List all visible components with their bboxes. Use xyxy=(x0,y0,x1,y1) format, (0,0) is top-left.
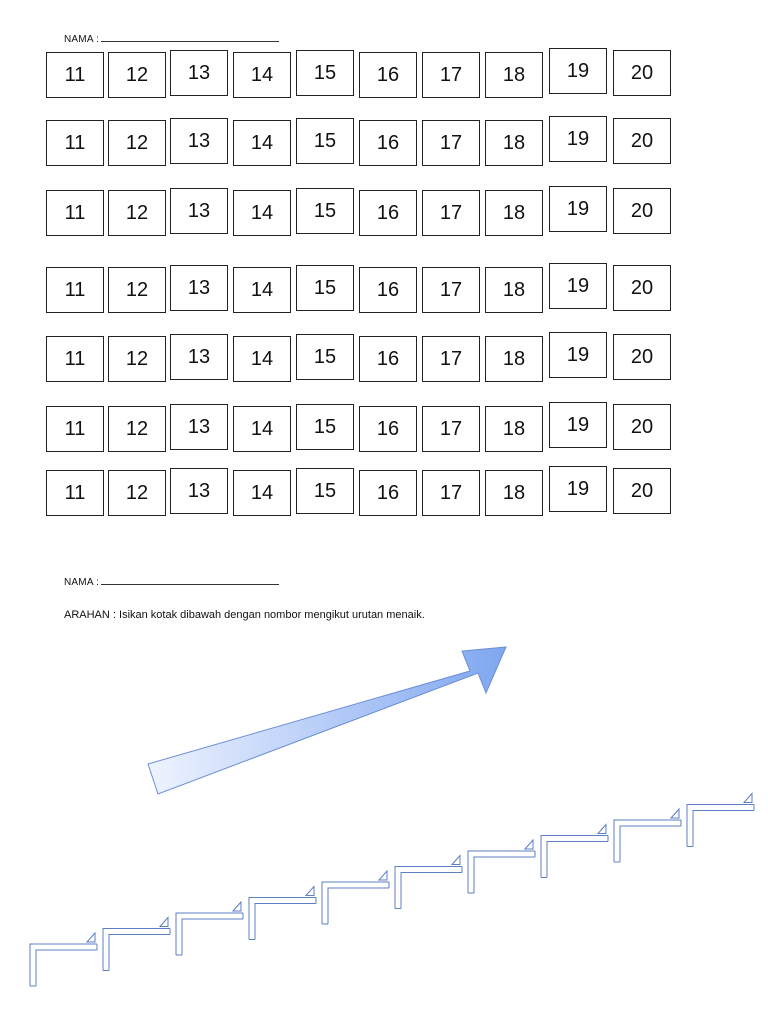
number-box[interactable]: 20 xyxy=(613,118,671,164)
number-box[interactable]: 14 xyxy=(233,336,291,382)
number-box[interactable]: 20 xyxy=(613,334,671,380)
number-box[interactable]: 19 xyxy=(549,116,607,162)
number-box[interactable]: 11 xyxy=(46,336,104,382)
number-box[interactable]: 19 xyxy=(549,466,607,512)
number-box[interactable]: 19 xyxy=(549,263,607,309)
name-label: NAMA : xyxy=(64,577,100,588)
corner-triangle-icon xyxy=(87,933,95,942)
number-box[interactable]: 12 xyxy=(108,336,166,382)
name-field-bottom[interactable] xyxy=(64,575,279,588)
stair-step[interactable] xyxy=(30,933,97,986)
number-box[interactable]: 17 xyxy=(422,52,480,98)
number-box[interactable]: 14 xyxy=(233,190,291,236)
number-box[interactable]: 12 xyxy=(108,52,166,98)
number-box[interactable]: 15 xyxy=(296,468,354,514)
number-box[interactable]: 11 xyxy=(46,406,104,452)
number-box[interactable]: 17 xyxy=(422,267,480,313)
number-box[interactable]: 18 xyxy=(485,120,543,166)
number-box[interactable]: 14 xyxy=(233,52,291,98)
number-box[interactable]: 11 xyxy=(46,470,104,516)
instruction-text: ARAHAN : Isikan kotak dibawah dengan nombor mengikut urutan menaik. xyxy=(64,609,425,621)
number-box[interactable]: 20 xyxy=(613,404,671,450)
number-box[interactable]: 12 xyxy=(108,406,166,452)
number-box[interactable]: 19 xyxy=(549,186,607,232)
number-box[interactable]: 17 xyxy=(422,406,480,452)
corner-triangle-icon xyxy=(306,887,314,896)
number-box[interactable]: 13 xyxy=(170,50,228,96)
number-box[interactable]: 17 xyxy=(422,336,480,382)
number-box[interactable]: 16 xyxy=(359,267,417,313)
number-box[interactable]: 14 xyxy=(233,120,291,166)
corner-triangle-icon xyxy=(452,856,460,865)
number-box[interactable]: 18 xyxy=(485,406,543,452)
number-box[interactable]: 11 xyxy=(46,52,104,98)
corner-triangle-icon xyxy=(598,825,606,834)
number-box[interactable]: 17 xyxy=(422,120,480,166)
number-box[interactable]: 20 xyxy=(613,188,671,234)
stair-step[interactable] xyxy=(322,871,389,924)
corner-triangle-icon xyxy=(160,918,168,927)
number-box[interactable]: 18 xyxy=(485,52,543,98)
stair-step[interactable] xyxy=(249,887,316,940)
number-box[interactable]: 12 xyxy=(108,190,166,236)
number-box[interactable]: 17 xyxy=(422,190,480,236)
number-box[interactable]: 20 xyxy=(613,50,671,96)
number-box[interactable]: 19 xyxy=(549,48,607,94)
number-box[interactable]: 15 xyxy=(296,50,354,96)
ascending-arrow-icon xyxy=(148,647,506,794)
number-box[interactable]: 15 xyxy=(296,404,354,450)
corner-triangle-icon xyxy=(671,809,679,818)
stair-step[interactable] xyxy=(614,809,681,862)
stair-step[interactable] xyxy=(176,902,243,955)
number-box[interactable]: 13 xyxy=(170,404,228,450)
corner-triangle-icon xyxy=(744,794,752,803)
number-box[interactable]: 20 xyxy=(613,265,671,311)
number-box[interactable]: 13 xyxy=(170,118,228,164)
number-box[interactable]: 19 xyxy=(549,332,607,378)
number-box[interactable]: 12 xyxy=(108,120,166,166)
number-box[interactable]: 14 xyxy=(233,406,291,452)
number-box[interactable]: 11 xyxy=(46,120,104,166)
number-box[interactable]: 11 xyxy=(46,267,104,313)
number-box[interactable]: 16 xyxy=(359,120,417,166)
number-box[interactable]: 15 xyxy=(296,118,354,164)
number-box[interactable]: 20 xyxy=(613,468,671,514)
stair-step[interactable] xyxy=(468,840,535,893)
stair-step[interactable] xyxy=(687,794,754,847)
staircase-steps xyxy=(30,794,754,987)
stair-step[interactable] xyxy=(541,825,608,878)
number-box[interactable]: 15 xyxy=(296,265,354,311)
number-box[interactable]: 17 xyxy=(422,470,480,516)
number-box[interactable]: 13 xyxy=(170,334,228,380)
name-label: NAMA : xyxy=(64,34,100,45)
name-blank-line[interactable] xyxy=(101,575,279,585)
number-box[interactable]: 18 xyxy=(485,190,543,236)
number-box[interactable]: 14 xyxy=(233,267,291,313)
stair-step[interactable] xyxy=(103,918,170,971)
number-box[interactable]: 18 xyxy=(485,336,543,382)
number-box[interactable]: 16 xyxy=(359,52,417,98)
number-box[interactable]: 16 xyxy=(359,190,417,236)
corner-triangle-icon xyxy=(525,840,533,849)
number-box[interactable]: 13 xyxy=(170,265,228,311)
number-box[interactable]: 11 xyxy=(46,190,104,236)
number-box[interactable]: 15 xyxy=(296,334,354,380)
number-box[interactable]: 12 xyxy=(108,267,166,313)
number-box[interactable]: 14 xyxy=(233,470,291,516)
number-box[interactable]: 13 xyxy=(170,188,228,234)
number-box[interactable]: 15 xyxy=(296,188,354,234)
number-box[interactable]: 16 xyxy=(359,336,417,382)
number-box[interactable]: 18 xyxy=(485,267,543,313)
corner-triangle-icon xyxy=(233,902,241,911)
number-box[interactable]: 16 xyxy=(359,406,417,452)
number-box[interactable]: 12 xyxy=(108,470,166,516)
stair-step[interactable] xyxy=(395,856,462,909)
number-box[interactable]: 13 xyxy=(170,468,228,514)
number-box[interactable]: 16 xyxy=(359,470,417,516)
corner-triangle-icon xyxy=(379,871,387,880)
number-box[interactable]: 19 xyxy=(549,402,607,448)
number-box[interactable]: 18 xyxy=(485,470,543,516)
staircase-diagram xyxy=(0,620,768,1020)
